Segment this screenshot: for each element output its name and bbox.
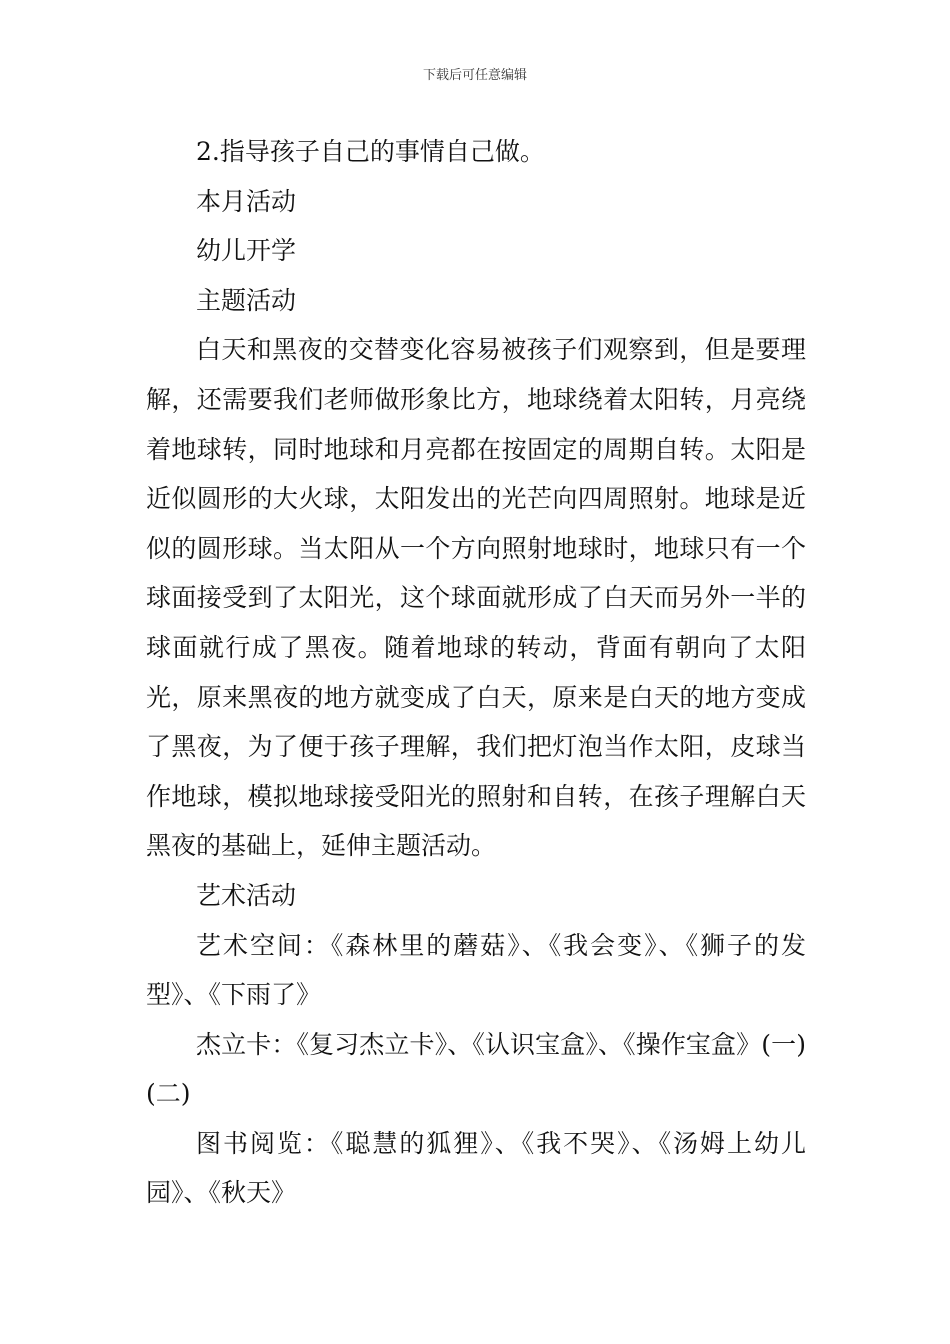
paragraph-book-reading: 图书阅览：《聪慧的狐狸》、《我不哭》、《汤姆上幼儿园》、《秋天》: [146, 1128, 806, 1208]
heading-theme-activities: 主题活动: [196, 285, 297, 315]
paragraph-art-space: 艺术空间：《森林里的蘑菇》、《我会变》、《狮子的发型》、《下雨了》: [146, 930, 806, 1010]
heading-art-activities: 艺术活动: [196, 880, 297, 910]
page-header-note: 下载后可任意编辑: [422, 68, 527, 83]
paragraph-guidance-item: 2.指导孩子自己的事情自己做。: [196, 137, 545, 166]
document-body: [146, 127, 806, 1218]
paragraph-day-night-explanation: 白天和黑夜的交替变化容易被孩子们观察到，但是要理解，还需要我们老师做形象比方，地球绕着太阳转，月亮绕着地球转，同时地球和月亮都在按固定的周期自转。太阳是近似圆形的大火球，太阳发出的光芒向四周照射。地球是近似的圆形球。当太阳从一个方向照射地球时，地球只有一个球面接受到了太阳光，这个球面就形成了白天而另外一半的球面就行成了黑夜。随着地球的转动，背面有朝向了太阳光，原来黑夜的地方就变成了白天，原来是白天的地方变成了黑夜，为了便于孩子理解，我们把灯泡当作太阳，皮球当作地球，模拟地球接受阳光的照射和自转，在孩子理解白天黑夜的基础上，延伸主题活动。: [146, 335, 806, 861]
heading-monthly-activities: 本月活动: [196, 186, 297, 216]
paragraph-jielika: 杰立卡：《复习杰立卡》、《认识宝盒》、《操作宝盒》(一)(二): [146, 1029, 806, 1109]
paragraph-school-start: 幼儿开学: [196, 236, 297, 266]
